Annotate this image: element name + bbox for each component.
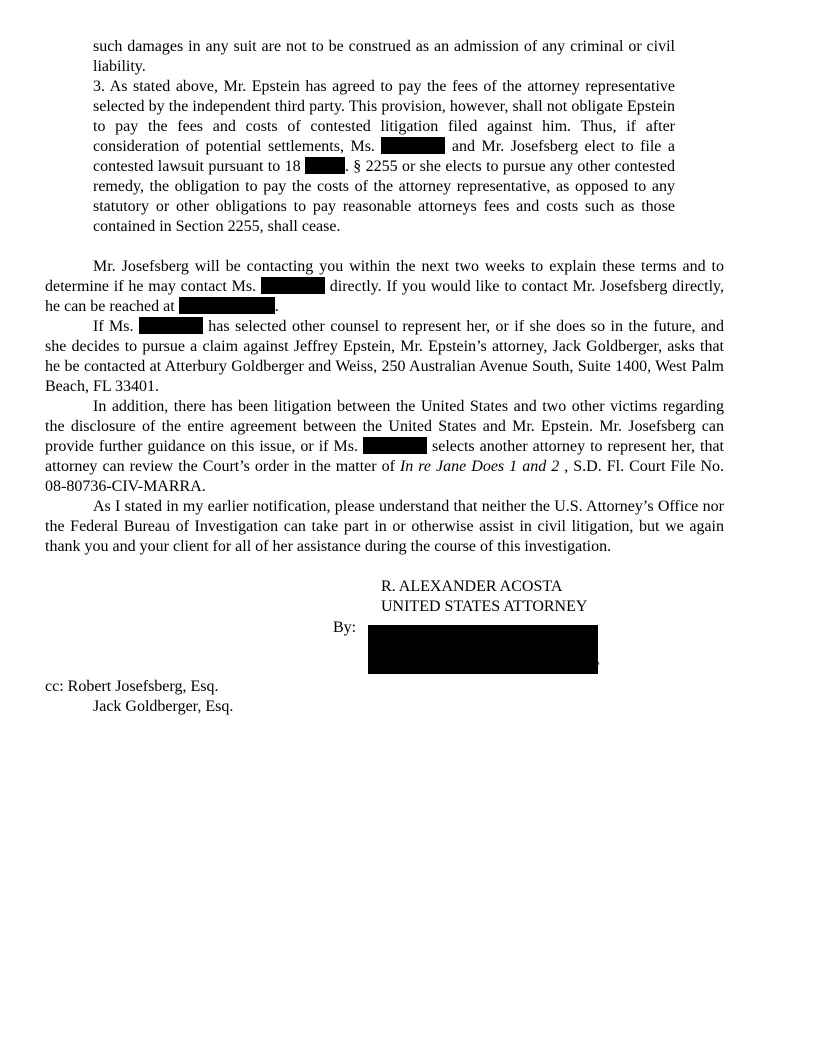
paragraph-closing: As I stated in my earlier notification, please understand that neither the U.S. Attorney’s Office nor the Federal Bureau of Investigation can take part in or otherwise assist in civil litigation, but we again thank you and your client for all of her assistance during the course of this investigation.	[45, 498, 724, 555]
signature-block	[381, 577, 587, 617]
paragraph-contact: Mr. Josefsberg will be contacting you within the next two weeks to explain these terms and to determine if he may contact Ms. directly. If you would like to contact Mr. Josefsberg directly, he can be reached at .	[45, 258, 724, 315]
cc-line-2: Jack Goldberger, Esq.	[93, 698, 234, 715]
paragraph-continuation: such damages in any suit are not to be construed as an admission of any criminal or civil liability.	[93, 38, 675, 75]
signatory-name: R. ALEXANDER ACOSTA	[381, 578, 563, 595]
by-label: By:	[333, 619, 357, 636]
cc-line-1: cc: Robert Josefsberg, Esq.	[45, 678, 219, 695]
signature-redaction	[368, 625, 598, 674]
redaction-box	[381, 137, 445, 154]
redaction-box	[261, 277, 325, 294]
cc-block	[45, 677, 233, 717]
redaction-box	[305, 157, 345, 174]
letter-body	[45, 257, 724, 557]
paragraph-item-3: 3. As stated above, Mr. Epstein has agreed to pay the fees of the attorney representative selected by the independent third party. This provision, however, shall not obligate Epstein to pay the fees and costs of contested litigation filed against him. Thus, if after consideration of potential settlements, Ms. and Mr. Josefsberg elect to file a contested lawsuit pursuant to 18 . § 2255 or she elects to pursue any other contested remedy, the obligation to pay the costs of the attorney representative, as opposed to any statutory or other obligations to pay reasonable attorneys fees and costs such as those contained in Section 2255, shall cease.	[93, 78, 676, 235]
numbered-continuation	[93, 37, 675, 237]
signatory-title: UNITED STATES ATTORNEY	[381, 598, 588, 615]
paragraph-other-counsel: If Ms. has selected other counsel to represent her, or if she does so in the future, and she decides to pursue a claim against Jeffrey Epstein, Mr. Epstein’s attorney, Jack Goldberger, asks that he be contacted at Atterbury Goldberger and Weiss, 250 Australian Avenue South, Suite 1400, West Palm Beach, FL 33401.	[45, 318, 725, 395]
redaction-box	[139, 317, 203, 334]
signature-tail: y	[594, 657, 600, 671]
case-name: In re Jane Does 1 and 2	[399, 458, 560, 475]
redaction-box	[179, 297, 275, 314]
redaction-box	[363, 437, 427, 454]
paragraph-litigation: In addition, there has been litigation between the United States and two other victims regarding the disclosure of the entire agreement between the United States and Mr. Epstein. Mr. Josefsberg can provide further guidance on this issue, or if Ms. selects another attorney to represent her, that attorney can review the Court’s order in the matter of In re Jane Does 1 and 2 , S.D. Fl. Court File No. 08-80736-CIV-MARRA.	[45, 398, 725, 495]
